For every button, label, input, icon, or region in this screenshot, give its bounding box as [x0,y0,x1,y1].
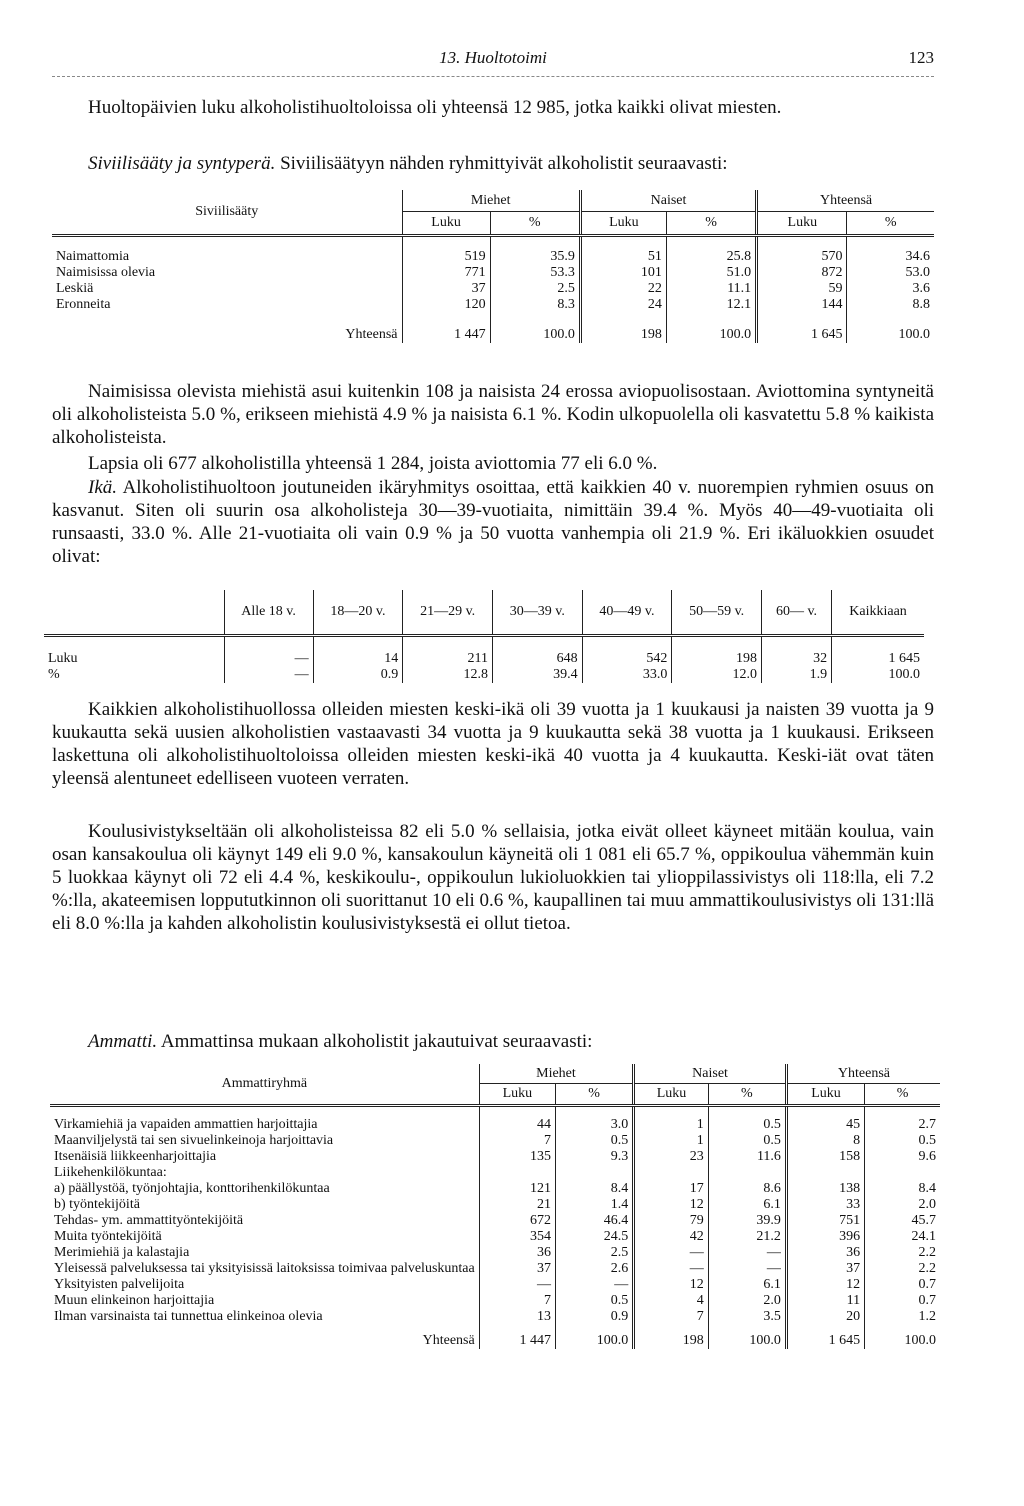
subheader: % [490,212,580,236]
column-header: Alle 18 v. [224,590,313,636]
paragraph-children: Lapsia oli 677 alkoholistilla yhteensä 1 284, joista aviottomia 77 eli 6.0 %. [88,453,658,474]
table-row: Yksityisten palvelijoita — — 12 6.1 12 0.7 [50,1277,940,1293]
group-header-total: Yhteensä [757,190,934,212]
table-row: Luku — 14 211 648 542 198 32 1 645 [44,651,924,667]
table-row: Yleisessä palveluksessa tai yksityisissä laitoksissa toimivaa palveluskuntaa 37 2.6 — — 37 2.2 [50,1261,940,1277]
table-row: Tehdas- ym. ammattityöntekijöitä 672 46.4 79 39.9 751 45.7 [50,1213,940,1229]
table-total-row: Yhteensä 1 447 100.0 198 100.0 1 645 100.0 [52,327,934,343]
column-header: 18—20 v. [313,590,403,636]
group-header-women: Naiset [580,190,756,212]
table-row: Maanviljelystä tai sen sivuelinkeinoja harjoittavia 7 0.5 1 0.5 8 0.5 [50,1133,940,1149]
column-header: Kaikkiaan [832,590,924,636]
paragraph-education: Koulusivistykseltään oli alkoholisteissa 82 eli 5.0 % sellaisia, jotka eivät olleet käyneet mitään koulua, vain osan kansakoulua oli käynyt 149 eli 9.0 %, kansakoulun käyneitä oli 1 081 eli 65.7 %, oppikoulua vähemmän kuin 5 luokkaa käynyt oli 72 eli 4.4 %, keskikoulu-, oppikoulun lukioluokkien tai ylioppilassivistys oli 118:lla, eli 7.2 %:lla, akateemisen loppututkinnon oli suorittanut 10 eli 0.6 %, kaupallinen tai muu ammattikoulusivistys oli 131:llä eli 8.0 %:lla ja kahden alkoholistin koulusivistyksestä ei ollut tietoa. [52,821,934,934]
table-row: a) päällystöä, työnjohtajia, konttorihenkilökuntaa 121 8.4 17 8.6 138 8.4 [50,1181,940,1197]
subheader: Luku [580,212,666,236]
subheader: Luku [634,1084,709,1106]
subheader: % [847,212,934,236]
table-row: Muita työntekijöitä 354 24.5 42 21.2 396 24.1 [50,1229,940,1245]
table-row: Muun elinkeinon harjoittajia 7 0.5 4 2.0 11 0.7 [50,1293,940,1309]
table-row: Eronneita 120 8.3 24 12.1 144 8.8 [52,297,934,313]
table-row: Naimattomia 519 35.9 51 25.8 570 34.6 [52,249,934,265]
table-row: Virkamiehiä ja vapaiden ammattien harjoittajia 44 3.0 1 0.5 45 2.7 [50,1117,940,1133]
column-header: 40—49 v. [582,590,672,636]
section-heading-age: Ikä. [88,477,118,498]
group-header-women: Naiset [634,1064,787,1084]
table-row: b) työntekijöitä 21 1.4 12 6.1 33 2.0 [50,1197,940,1213]
table-row: Ilman varsinaista tai tunnettua elinkeinoa olevia 13 0.9 7 3.5 20 1.2 [50,1309,940,1325]
group-header-men: Miehet [479,1064,633,1084]
table-column-label: Ammattiryhmä [50,1064,479,1106]
table-row: Merimiehiä ja kalastajia 36 2.5 — — 36 2.2 [50,1245,940,1261]
marital-status-table [52,190,934,343]
table-column-label: Siviilisääty [52,190,402,236]
table-row: Leskiä 37 2.5 22 11.1 59 3.6 [52,281,934,297]
subheader: Luku [402,212,490,236]
paragraph-occupation: Ammatti. Ammattinsa mukaan alkoholistit jakautuivat seuraavasti: [88,1031,593,1052]
table-row: Itsenäisiä liikkeenharjoittajia 135 9.3 23 11.6 158 9.6 [50,1149,940,1165]
paragraph-age: Ikä. Alkoholistihuoltoon joutuneiden ikäryhmitys osoittaa, että kaikkien 40 v. nuorempien ryhmien osuus on kasvanut. Siten oli suurin osa alkoholisteja 30—39-vuotiaita, nimittäin 39.4 %. Myös 40—49-vuotiaita oli runsaasti, 33.0 %. Alle 21-vuotiaita oli vain 0.9 % ja 50 vuotta vanhempia oli 21.9 %. Eri ikäluokkien osuudet olivat: [52,477,934,567]
table-total-row: Yhteensä 1 447 100.0 198 100.0 1 645 100.0 [50,1333,940,1349]
table-row: % — 0.9 12.8 39.4 33.0 12.0 1.9 100.0 [44,667,924,683]
occupation-table [50,1064,940,1349]
subheader: Luku [479,1084,555,1106]
group-header-men: Miehet [402,190,580,212]
table-row: Naimisissa olevia 771 53.3 101 51.0 872 53.0 [52,265,934,281]
column-header: 21—29 v. [403,590,493,636]
paragraph-care-days: Huoltopäivien luku alkoholistihuoltoloissa oli yhteensä 12 985, jotka kaikki olivat miesten. [88,97,782,118]
table-row: Liikehenkilökuntaa: [50,1165,940,1181]
page-number: 123 [908,48,934,67]
running-title: 13. Huoltotoimi [439,48,547,67]
column-header: 30—39 v. [492,590,582,636]
group-header-total: Yhteensä [786,1064,940,1084]
page-header [52,48,934,77]
column-header: 50—59 v. [672,590,762,636]
subheader: % [708,1084,786,1106]
section-heading-occupation: Ammatti. [88,1031,158,1052]
subheader: Luku [757,212,847,236]
subheader: % [666,212,756,236]
section-heading-marital: Siviilisääty ja syntyperä. [88,153,276,174]
subheader: % [865,1084,940,1106]
subheader: Luku [786,1084,864,1106]
paragraph-marital-intro: Siviilisääty ja syntyperä. Siviilisäätyyn nähden ryhmittyivät alkoholistit seuraavasti: [88,153,728,174]
age-group-table [44,590,924,683]
paragraph-mean-age: Kaikkien alkoholistihuollossa olleiden miesten keski-ikä oli 39 vuotta ja 1 kuukausi ja naisten 39 vuotta ja 9 kuukautta sekä uusien alkoholistien vastaavasti 34 vuotta ja 9 kuukautta sekä 38 vuotta ja 1 kuukausi. Erikseen laskettuna oli alkoholistihuoltoloissa olleiden miesten keski-ikä 40 vuotta ja 4 kuukautta. Keski-iät ovat täten yleensä alentuneet edelliseen vuoteen verraten. [52,699,934,789]
column-header: 60— v. [761,590,831,636]
subheader: % [556,1084,634,1106]
paragraph-marital-notes: Naimisissa olevista miehistä asui kuitenkin 108 ja naisista 24 erossa aviopuolisostaan. Aviottomina syntyneitä oli alkoholisteista 5.0 %, erikseen miehistä 4.9 % ja naisista 6.1 %. Kodin ulkopuolella oli kasvatettu 5.8 % kaikista alkoholisteista. [52,381,934,448]
